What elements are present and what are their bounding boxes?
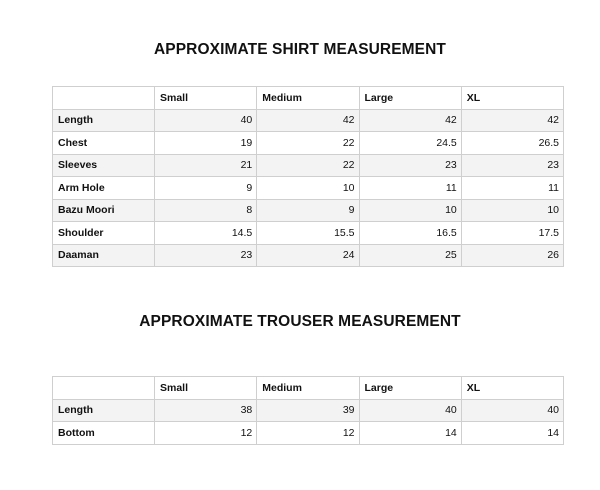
- cell-xl: 11: [461, 177, 563, 200]
- cell-large: 10: [359, 199, 461, 222]
- row-label: Shoulder: [53, 222, 155, 245]
- cell-small: 40: [155, 109, 257, 132]
- cell-xl: 10: [461, 199, 563, 222]
- cell-medium: 39: [257, 399, 359, 422]
- column-header-xl: XL: [461, 87, 563, 110]
- cell-small: 21: [155, 154, 257, 177]
- table-row: [53, 109, 564, 132]
- cell-small: 38: [155, 399, 257, 422]
- cell-small: 19: [155, 132, 257, 155]
- cell-medium: 22: [257, 132, 359, 155]
- cell-xl: 14: [461, 422, 563, 445]
- table-row: [53, 177, 564, 200]
- cell-small: 9: [155, 177, 257, 200]
- column-header-xl: XL: [461, 377, 563, 400]
- cell-medium: 42: [257, 109, 359, 132]
- row-label: Bottom: [53, 422, 155, 445]
- cell-large: 42: [359, 109, 461, 132]
- table-header-row: [53, 377, 564, 400]
- row-label: Arm Hole: [53, 177, 155, 200]
- cell-medium: 9: [257, 199, 359, 222]
- shirt-measurement-title: APPROXIMATE SHIRT MEASUREMENT: [154, 41, 446, 58]
- shirt-measurement-table: [52, 86, 564, 267]
- cell-medium: 15.5: [257, 222, 359, 245]
- column-header-small: Small: [155, 87, 257, 110]
- cell-large: 40: [359, 399, 461, 422]
- table-row: [53, 399, 564, 422]
- column-header-medium: Medium: [257, 377, 359, 400]
- table-row: [53, 154, 564, 177]
- column-header-large: Large: [359, 87, 461, 110]
- cell-medium: 10: [257, 177, 359, 200]
- cell-large: 25: [359, 244, 461, 267]
- cell-small: 8: [155, 199, 257, 222]
- row-label: Daaman: [53, 244, 155, 267]
- table-row: [53, 422, 564, 445]
- table-header-row: [53, 87, 564, 110]
- cell-xl: 23: [461, 154, 563, 177]
- cell-large: 11: [359, 177, 461, 200]
- trouser-measurement-title: APPROXIMATE TROUSER MEASUREMENT: [139, 313, 461, 330]
- column-header-blank: [53, 87, 155, 110]
- table-row: [53, 222, 564, 245]
- cell-medium: 22: [257, 154, 359, 177]
- cell-medium: 12: [257, 422, 359, 445]
- cell-large: 24.5: [359, 132, 461, 155]
- column-header-large: Large: [359, 377, 461, 400]
- row-label: Length: [53, 109, 155, 132]
- column-header-blank: [53, 377, 155, 400]
- cell-xl: 17.5: [461, 222, 563, 245]
- row-label: Sleeves: [53, 154, 155, 177]
- cell-large: 16.5: [359, 222, 461, 245]
- row-label: Chest: [53, 132, 155, 155]
- cell-xl: 40: [461, 399, 563, 422]
- cell-large: 14: [359, 422, 461, 445]
- cell-small: 14.5: [155, 222, 257, 245]
- table-row: [53, 132, 564, 155]
- trouser-measurement-table: [52, 376, 564, 445]
- cell-small: 12: [155, 422, 257, 445]
- table-row: [53, 199, 564, 222]
- cell-medium: 24: [257, 244, 359, 267]
- cell-small: 23: [155, 244, 257, 267]
- column-header-small: Small: [155, 377, 257, 400]
- row-label: Length: [53, 399, 155, 422]
- cell-xl: 26.5: [461, 132, 563, 155]
- cell-large: 23: [359, 154, 461, 177]
- column-header-medium: Medium: [257, 87, 359, 110]
- row-label: Bazu Moori: [53, 199, 155, 222]
- table-row: [53, 244, 564, 267]
- cell-xl: 26: [461, 244, 563, 267]
- cell-xl: 42: [461, 109, 563, 132]
